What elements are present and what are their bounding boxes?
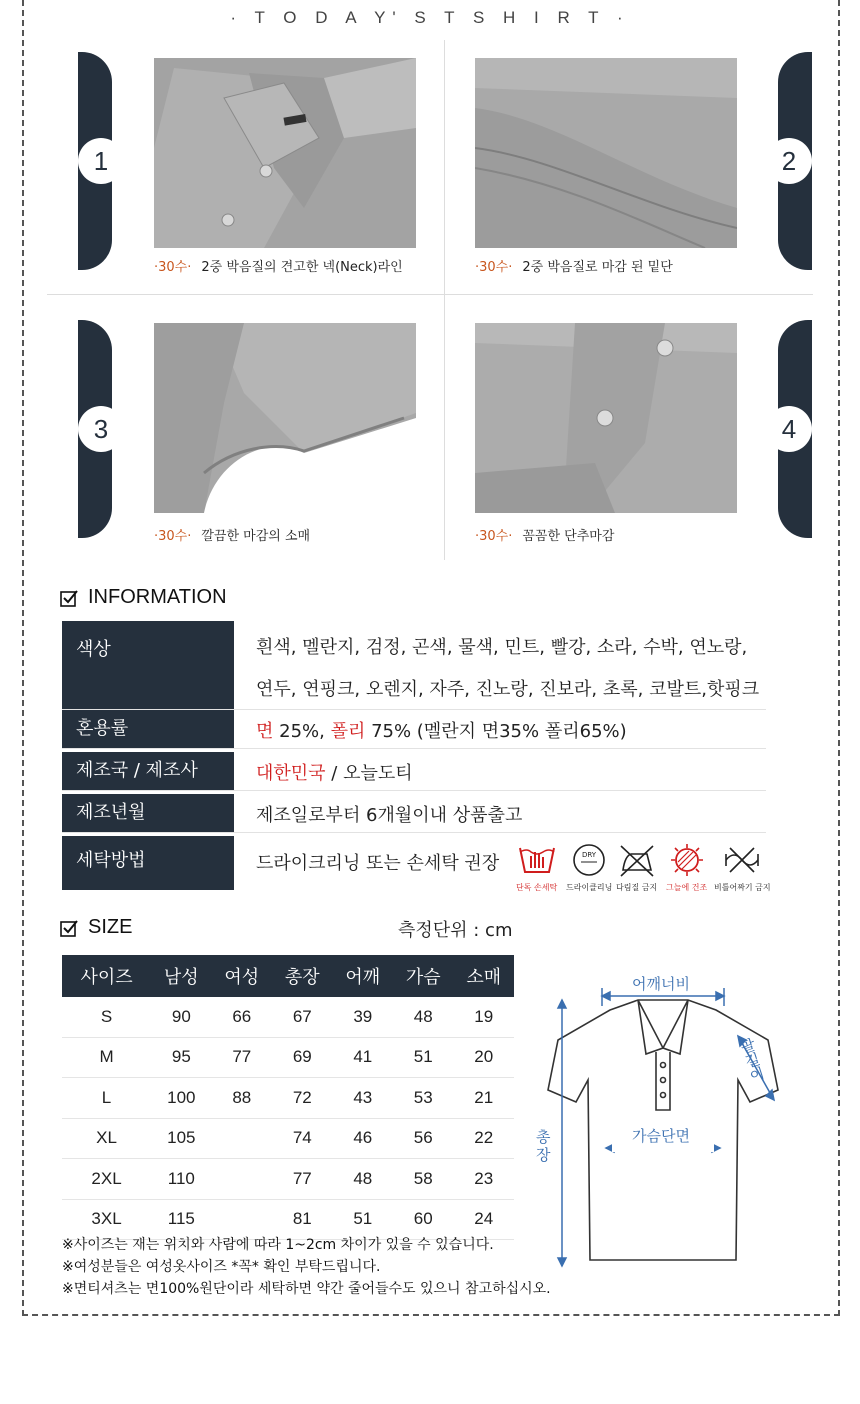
cell: 51 — [333, 1199, 393, 1240]
cell: S — [62, 997, 151, 1037]
feature-caption: ·30수· 2중 박음질로 마감 된 밑단 — [475, 260, 673, 275]
wash-symbol: 단독 손세탁 — [516, 842, 557, 893]
cell: 58 — [393, 1159, 453, 1200]
cell: 23 — [454, 1159, 515, 1200]
info-label: 제조국 / 제조사 — [62, 752, 234, 790]
cell: 21 — [454, 1078, 515, 1119]
total-length-label: 총장 — [536, 1128, 551, 1164]
cell: 77 — [212, 1037, 272, 1078]
column-header: 소매 — [454, 955, 515, 997]
button-photo — [475, 323, 737, 513]
cell — [212, 1118, 272, 1159]
info-row-color — [62, 621, 766, 710]
feature-caption: ·30수· 깔끔한 마감의 소매 — [154, 529, 311, 544]
wash-symbol: 다림질 금지 — [616, 842, 657, 893]
cell: 2XL — [62, 1159, 151, 1200]
column-header: 어깨 — [333, 955, 393, 997]
measure-unit: 측정단위 : cm — [398, 920, 513, 941]
column-header: 총장 — [272, 955, 332, 997]
feature-caption: ·30수· 2중 박음질의 견고한 넥(Neck)라인 — [154, 260, 403, 275]
info-row-blend — [62, 710, 766, 749]
table-row — [62, 1078, 514, 1119]
cell: 41 — [333, 1037, 393, 1078]
feature-number-tab — [78, 52, 112, 270]
info-value: 흰색, 멜란지, 검정, 곤색, 물색, 민트, 빨강, 소라, 수박, 연노랑, — [256, 637, 748, 658]
table-row — [62, 997, 514, 1037]
cell: 48 — [333, 1159, 393, 1200]
cell — [212, 1159, 272, 1200]
column-header: 사이즈 — [62, 955, 151, 997]
cell: 3XL — [62, 1199, 151, 1240]
cell: 56 — [393, 1118, 453, 1159]
sleeve-photo — [154, 323, 416, 513]
cell: 77 — [272, 1159, 332, 1200]
feature-number: 2 — [766, 138, 812, 184]
cell: 100 — [151, 1078, 211, 1119]
divider — [47, 294, 813, 295]
table-row — [62, 1037, 514, 1078]
info-row-origin — [62, 752, 766, 791]
collar-photo — [154, 58, 416, 248]
feature-caption: ·30수· 꼼꼼한 단추마감 — [475, 529, 615, 544]
cell: 95 — [151, 1037, 211, 1078]
cell: 43 — [333, 1078, 393, 1119]
size-note: ※면티셔츠는 면100%원단이라 세탁하면 약간 줄어들수도 있으니 참고하십시오. — [62, 1281, 551, 1297]
info-value: 대한민국 / 오늘도티 — [256, 763, 413, 784]
cell: XL — [62, 1118, 151, 1159]
page-title: · T O D A Y' S T S H I R T · — [230, 8, 630, 27]
wash-symbol: 비틀어짜기 금지 — [714, 842, 771, 893]
column-header: 남성 — [151, 955, 211, 997]
chest-width-label: 가슴단면 — [632, 1127, 690, 1145]
cell: 105 — [151, 1118, 211, 1159]
info-label: 제조년월 — [62, 794, 234, 832]
hem-photo — [475, 58, 737, 248]
info-value: 드라이크리닝 또는 손세탁 권장 — [256, 853, 500, 874]
info-label: 색상 — [62, 621, 234, 709]
cell: L — [62, 1078, 151, 1119]
info-label: 혼용률 — [62, 710, 234, 748]
cell: 66 — [212, 997, 272, 1037]
column-header: 여성 — [212, 955, 272, 997]
sleeve-length-label: 팔길이 — [736, 1036, 768, 1085]
hand-wash-icon — [517, 842, 557, 878]
cell: 115 — [151, 1199, 211, 1240]
cell: 72 — [272, 1078, 332, 1119]
feature-number-tab — [778, 320, 812, 538]
cell: 69 — [272, 1037, 332, 1078]
cell: 67 — [272, 997, 332, 1037]
table-row — [62, 1159, 514, 1200]
cell: M — [62, 1037, 151, 1078]
size-heading: SIZE — [60, 916, 132, 939]
size-note: ※사이즈는 재는 위치와 사람에 따라 1~2cm 차이가 있을 수 있습니다. — [62, 1237, 494, 1253]
cell: 20 — [454, 1037, 515, 1078]
svg-text:DRY: DRY — [582, 851, 597, 859]
cell: 39 — [333, 997, 393, 1037]
cell: 51 — [393, 1037, 453, 1078]
info-value: 연두, 연핑크, 오렌지, 자주, 진노랑, 진보라, 초록, 코발트,핫핑크 — [256, 679, 760, 700]
info-row-date — [62, 794, 766, 833]
shade-dry-icon — [667, 842, 707, 878]
info-value: 제조일로부터 6개월이내 상품출고 — [256, 805, 523, 826]
cell: 22 — [454, 1118, 515, 1159]
feature-number-tab — [78, 320, 112, 538]
cell: 19 — [454, 997, 515, 1037]
shoulder-width-label: 어깨너비 — [632, 975, 690, 993]
info-row-wash — [62, 836, 766, 890]
tshirt-size-diagram — [528, 960, 810, 1280]
table-row — [62, 1118, 514, 1159]
wash-symbol: 그늘에 건조 — [666, 842, 707, 893]
cell: 48 — [393, 997, 453, 1037]
size-table — [62, 955, 514, 1240]
feature-number: 3 — [78, 406, 124, 452]
no-iron-icon — [617, 842, 657, 878]
wash-symbol: DRY 드라이클리닝 — [566, 842, 612, 893]
cell: 90 — [151, 997, 211, 1037]
divider — [444, 40, 445, 560]
no-wring-icon — [722, 842, 762, 878]
checkbox-icon — [60, 589, 78, 607]
checkbox-icon — [60, 919, 78, 937]
feature-number-tab — [778, 52, 812, 270]
cell: 88 — [212, 1078, 272, 1119]
size-table-header — [62, 955, 514, 997]
info-value: 면 25%, 폴리 75% (멜란지 면35% 폴리65%) — [256, 721, 627, 742]
feature-number: 1 — [78, 138, 124, 184]
size-note: ※여성분들은 여성옷사이즈 *꼭* 확인 부탁드립니다. — [62, 1259, 381, 1275]
cell: 110 — [151, 1159, 211, 1200]
info-label: 세탁방법 — [62, 836, 234, 890]
column-header: 가슴 — [393, 955, 453, 997]
cell: 53 — [393, 1078, 453, 1119]
feature-number: 4 — [766, 406, 812, 452]
information-heading: INFORMATION — [60, 586, 227, 609]
cell: 81 — [272, 1199, 332, 1240]
cell: 24 — [454, 1199, 515, 1240]
cell: 60 — [393, 1199, 453, 1240]
cell: 46 — [333, 1118, 393, 1159]
dry-clean-icon — [569, 842, 609, 878]
cell: 74 — [272, 1118, 332, 1159]
